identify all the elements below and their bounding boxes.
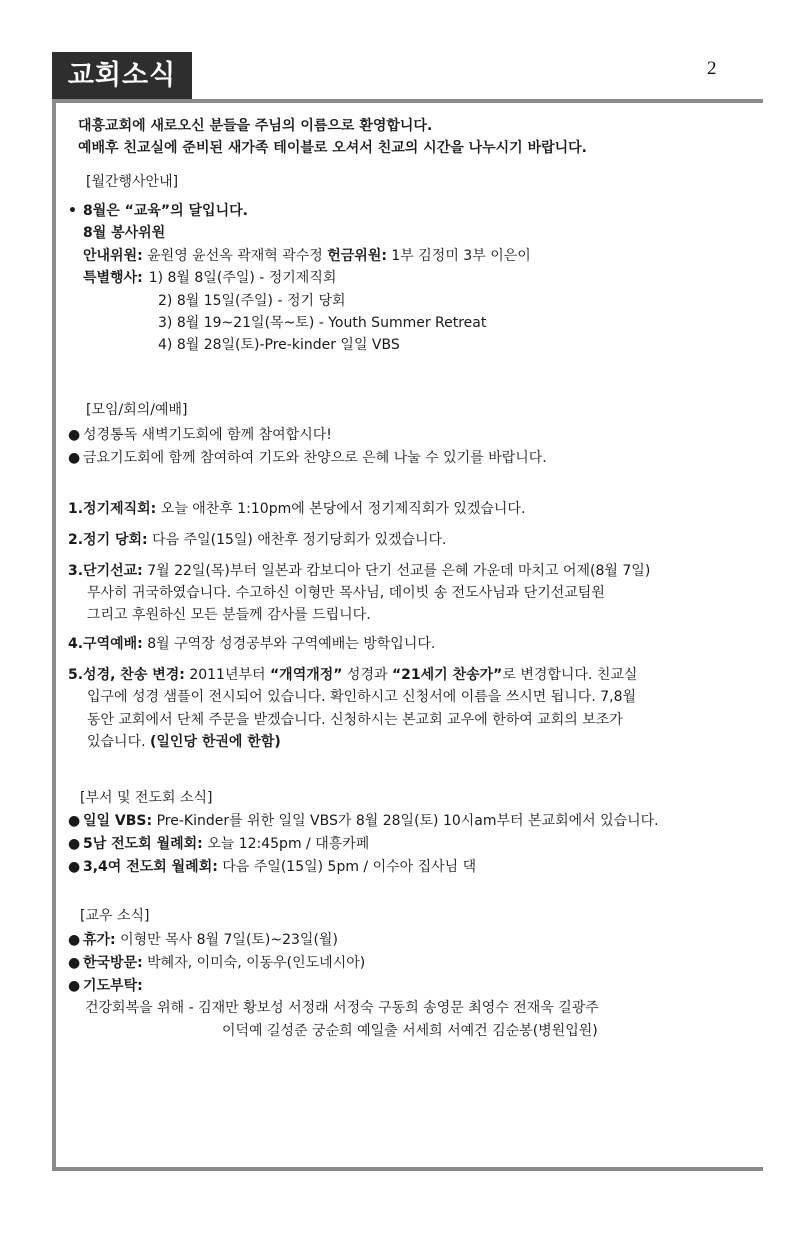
prayer-line-2: 이덕예 길성준 궁순희 예일출 서세희 서예건 김순봉(병원입원) bbox=[222, 1023, 598, 1039]
item-label: 3,4여 전도회 월례회: bbox=[83, 859, 218, 875]
notice-3 bbox=[68, 561, 650, 581]
frame-bottom-rule bbox=[52, 1167, 763, 1171]
item-value: Pre-Kinder를 위한 일일 VBS가 8월 28일(토) 10시am부터 본교회에서 있습니다. bbox=[152, 813, 659, 829]
list-item bbox=[68, 930, 338, 950]
departments-heading: [부서 및 전도회 소식] bbox=[80, 790, 213, 806]
notice-em: “21세기 찬송가” bbox=[391, 667, 503, 683]
list-item bbox=[68, 425, 332, 445]
notice-text: 2011년부터 bbox=[184, 667, 270, 683]
notice-label: 5.성경, 찬송 변경: bbox=[68, 667, 185, 683]
volunteers-heading: 8월 봉사위원 bbox=[83, 225, 166, 241]
item-value: 이형만 목사 8월 7일(토)~23일(월) bbox=[115, 932, 338, 948]
item-label: 기도부탁: bbox=[83, 978, 143, 994]
notice-text: 다음 주일(15일) 애찬후 정기당회가 있겠습니다. bbox=[147, 532, 447, 548]
notice-text: 8월 구역장 성경공부와 구역예배는 방학입니다. bbox=[142, 636, 436, 652]
page-title: 교회소식 bbox=[52, 52, 192, 99]
offering-label: 헌금위원: bbox=[327, 248, 387, 264]
list-item bbox=[68, 448, 547, 468]
notice-text: 있습니다. bbox=[87, 734, 150, 750]
bullet-icon: ● bbox=[68, 978, 81, 994]
list-item bbox=[68, 857, 476, 877]
notice-em: (일인당 한권에 한함) bbox=[150, 734, 281, 750]
monthly-intro-em: “교육” bbox=[124, 203, 171, 219]
bullet-icon: ● bbox=[68, 859, 81, 875]
notice-text: 7월 22일(목)부터 일본과 캄보디아 단기 선교를 은혜 가운데 마치고 어제(8월 7일) bbox=[142, 563, 651, 579]
notice-4 bbox=[68, 634, 435, 654]
notice-label: 1.정기제직회: bbox=[68, 501, 157, 517]
notice-3-line-2: 무사히 귀국하였습니다. 수고하신 이형만 목사님, 데이빗 송 전도사님과 단기선교팀원 bbox=[87, 585, 605, 601]
notice-5-line-4 bbox=[87, 732, 281, 752]
monthly-intro-post: 의 달입니다. bbox=[170, 203, 248, 219]
notice-2 bbox=[68, 530, 447, 550]
event-item: 4) 8월 28일(토)-Pre-kinder 일일 VBS bbox=[158, 337, 400, 353]
event-item: 1) 8월 8일(주일) - 정기제직회 bbox=[148, 270, 337, 286]
notice-3-line-3: 그리고 후원하신 모든 분들께 감사를 드립니다. bbox=[87, 607, 371, 623]
offering-value: 1부 김정미 3부 이은이 bbox=[386, 248, 531, 264]
frame-left-rule bbox=[52, 99, 56, 1171]
list-item-text: 금요기도회에 함께 참여하여 기도와 찬양으로 은혜 나눌 수 있기를 바랍니다. bbox=[83, 450, 547, 466]
welcome-line-2: 예배후 친교실에 준비된 새가족 테이블로 오셔서 친교의 시간을 나누시기 바랍니다. bbox=[78, 140, 587, 156]
prayer-line-1: 건강회복을 위해 - 김재만 황보성 서정래 서정숙 구동희 송영문 최영수 전재욱 길광주 bbox=[85, 1000, 599, 1016]
bullet-icon: ● bbox=[68, 955, 81, 971]
special-events-row bbox=[83, 268, 336, 288]
ushers-value: 윤원영 윤선옥 곽재혁 곽수정 bbox=[142, 248, 328, 264]
list-item bbox=[68, 953, 365, 973]
bullet-icon: • bbox=[68, 203, 77, 219]
notice-text: 오늘 애찬후 1:10pm에 본당에서 정기제직회가 있겠습니다. bbox=[156, 501, 526, 517]
item-value: 오늘 12:45pm / 대흥카페 bbox=[202, 836, 370, 852]
item-label: 일일 VBS: bbox=[83, 813, 153, 829]
notice-text: 로 변경합니다. 친교실 bbox=[502, 667, 638, 683]
volunteers-line bbox=[83, 246, 531, 266]
list-item bbox=[68, 834, 369, 854]
bullet-icon: ● bbox=[68, 836, 81, 852]
item-label: 휴가: bbox=[83, 932, 116, 948]
item-label: 5남 전도회 월례회: bbox=[83, 836, 203, 852]
item-value: 다음 주일(15일) 5pm / 이수아 집사님 댁 bbox=[217, 859, 477, 875]
bullet-icon: ● bbox=[68, 427, 81, 443]
monthly-intro-pre: 8월은 bbox=[83, 203, 125, 219]
welcome-line-1: 대흥교회에 새로오신 분들을 주님의 이름으로 환영합니다. bbox=[78, 118, 433, 134]
notice-1 bbox=[68, 499, 525, 519]
ushers-label: 안내위원: bbox=[83, 248, 143, 264]
monthly-intro bbox=[68, 201, 248, 221]
monthly-heading: [월간행사안내] bbox=[86, 174, 179, 190]
item-label: 한국방문: bbox=[83, 955, 143, 971]
notice-label: 3.단기선교: bbox=[68, 563, 143, 579]
special-label: 특별행사: bbox=[83, 270, 143, 286]
meetings-heading: [모임/회의/예배] bbox=[86, 402, 188, 418]
bullet-icon: ● bbox=[68, 932, 81, 948]
frame-top-rule bbox=[52, 99, 763, 103]
event-item: 3) 8월 19~21일(목~토) - Youth Summer Retreat bbox=[158, 315, 487, 331]
notice-em: “개역개정” bbox=[269, 667, 343, 683]
item-value: 박혜자, 이미숙, 이동우(인도네시아) bbox=[142, 955, 366, 971]
members-heading: [교우 소식] bbox=[80, 908, 150, 924]
notice-label: 2.정기 당회: bbox=[68, 532, 148, 548]
notice-5 bbox=[68, 665, 637, 685]
list-item-text: 성경통독 새벽기도회에 함께 참여합시다! bbox=[83, 427, 332, 443]
list-item bbox=[68, 811, 659, 831]
bullet-icon: ● bbox=[68, 450, 81, 466]
event-item: 2) 8월 15일(주일) - 정기 당회 bbox=[158, 293, 346, 309]
notice-5-line-2: 입구에 성경 샘플이 전시되어 있습니다. 확인하시고 신청서에 이름을 쓰시면 됩니다. 7,8월 bbox=[87, 689, 637, 705]
notice-label: 4.구역예배: bbox=[68, 636, 143, 652]
page-number: 2 bbox=[707, 58, 717, 79]
bullet-icon: ● bbox=[68, 813, 81, 829]
notice-text: 성경과 bbox=[342, 667, 392, 683]
notice-5-line-3: 동안 교회에서 단체 주문을 받겠습니다. 신청하시는 본교회 교우에 한하여 교회의 보조가 bbox=[87, 712, 623, 728]
list-item bbox=[68, 976, 143, 996]
